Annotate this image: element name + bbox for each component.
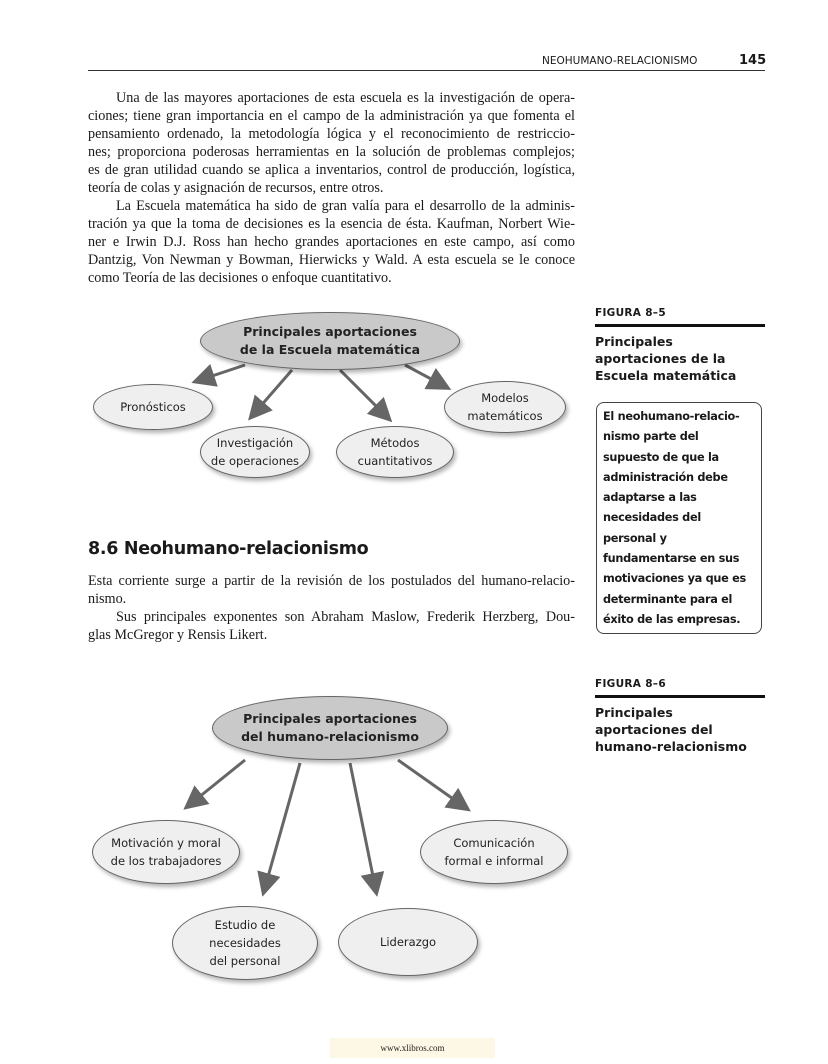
running-title: NEOHUMANO-RELACIONISMO — [542, 55, 698, 67]
node-liderazgo: Liderazgo — [338, 908, 478, 976]
arrow — [398, 760, 466, 808]
node-pronosticos: Pronósticos — [93, 384, 213, 430]
text-line: tración ya que la toma de decisiones es la esencia de ésta. Kaufman, Norbert Wie- — [88, 216, 575, 232]
text-line: Dantzig, Von Newman y Bowman, Hierwicks y Wald. A esta escuela se le conoce — [88, 252, 575, 268]
text-line: ciones; tiene gran importancia en el campo de la administración ya que fomenta el — [88, 108, 575, 124]
text-line: pensamiento ordenado, la metodología lógica y el reconocimiento de restriccio- — [88, 126, 575, 142]
arrow — [197, 365, 245, 381]
text-line: Una de las mayores aportaciones de esta escuela es la investigación de opera- — [116, 90, 575, 106]
node-estudio-necesidades: Estudio de necesidades del personal — [172, 906, 318, 980]
section-paragraphs — [88, 572, 575, 644]
arrow — [252, 370, 292, 416]
text-line: ner e Irwin D.J. Ross han hecho grandes aportaciones en este campo, así como — [88, 234, 575, 250]
arrow — [340, 370, 388, 418]
arrow — [350, 763, 376, 891]
text-line: glas McGregor y Rensis Likert. — [88, 627, 268, 643]
text-line: Esta corriente surge a partir de la revisión de los postulados del humano-relacio- — [88, 573, 575, 589]
node-modelos-matematicos: Modelos matemáticos — [444, 381, 566, 433]
text-line: como Teoría de las decisiones o enfoque cuantitativo. — [88, 270, 392, 286]
diagram1-center-node: Principales aportaciones de la Escuela matemática — [200, 312, 460, 370]
figure-caption: Principales aportaciones de la Escuela matemática — [595, 334, 737, 383]
text-line: La Escuela matemática ha sido de gran valía para el desarrollo de la adminis- — [116, 198, 575, 214]
figure-label: FIGURA 8–6 — [595, 678, 666, 690]
text-line: es de gran utilidad cuando se aplica a inventarios, control de producción, logística, — [88, 162, 575, 178]
text-line: teoría de colas y asignación de recursos, entre otros. — [88, 180, 384, 196]
diagram2-center-node: Principales aportaciones del humano-relacionismo — [212, 696, 448, 760]
arrow — [405, 365, 446, 387]
arrow — [188, 760, 245, 806]
page-number: 145 — [739, 53, 767, 68]
figure-label: FIGURA 8–5 — [595, 307, 666, 319]
figure-8-5-caption — [595, 307, 765, 384]
section-heading: 8.6 Neohumano-relacionismo — [88, 539, 369, 559]
footer-url: www.xlibros.com — [330, 1038, 495, 1058]
text-line: nes; proporciona poderosas herramientas en la solución de problemas complejos; — [88, 144, 575, 160]
arrow — [264, 763, 300, 891]
figure-rule — [595, 324, 765, 327]
node-comunicacion: Comunicación formal e informal — [420, 820, 568, 884]
node-investigacion-operaciones: Investigación de operaciones — [200, 426, 310, 478]
margin-note: El neohumano-relacio-nismo parte del supuesto de que la administración debe adaptarse a las necesidades del personal y fundamentarse en sus motivaciones ya que es determinante para el éxito de las empresas. — [596, 402, 762, 634]
figure-rule — [595, 695, 765, 698]
text-line: nismo. — [88, 591, 127, 607]
node-motivacion: Motivación y moral de los trabajadores — [92, 820, 240, 884]
text-line: Sus principales exponentes son Abraham Maslow, Frederik Herzberg, Dou- — [116, 609, 575, 625]
node-metodos-cuantitativos: Métodos cuantitativos — [336, 426, 454, 478]
figure-caption: Principales aportaciones del humano-relacionismo — [595, 705, 747, 754]
figure-8-6-caption — [595, 678, 765, 755]
